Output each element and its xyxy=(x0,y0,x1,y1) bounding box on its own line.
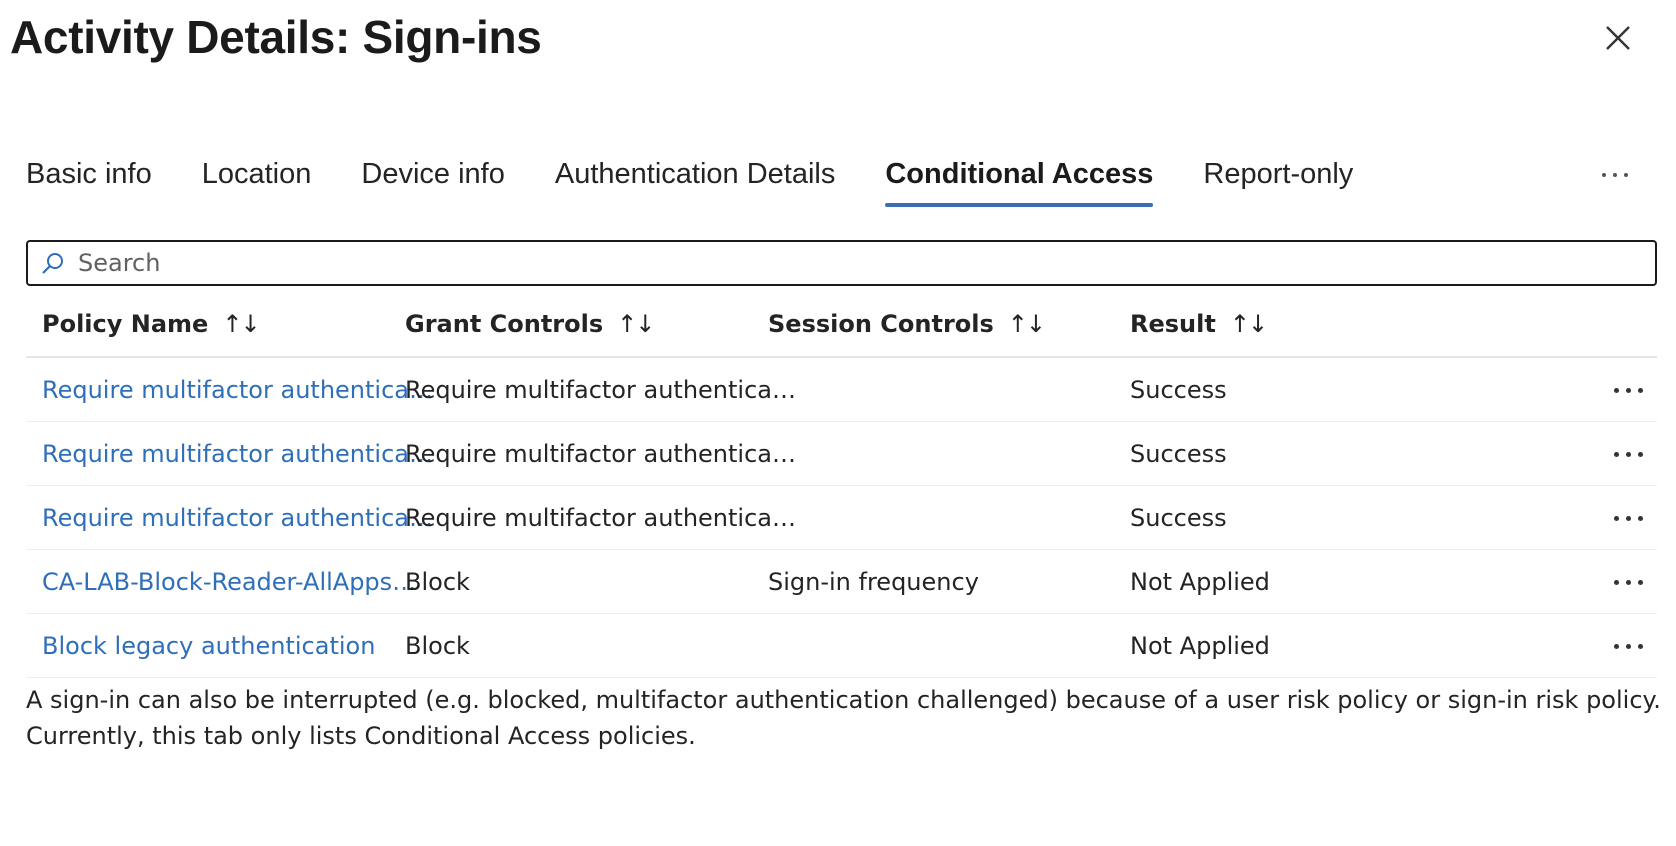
info-note-line-1: A sign-in can also be interrupted (e.g. blocked, multifactor authentication challenged) because of a user risk policy or sign-in risk policy. xyxy=(26,686,1661,714)
tab-conditional-access[interactable]: Conditional Access xyxy=(885,158,1153,207)
policy-table xyxy=(26,292,1657,678)
info-note xyxy=(26,682,1666,754)
close-button[interactable] xyxy=(1600,20,1636,56)
column-header-session-controls[interactable]: Session Controls ↑↓ xyxy=(752,292,1114,357)
page-title: Activity Details: Sign-ins xyxy=(10,11,542,63)
info-note-line-2: Currently, this tab only lists Conditional Access policies. xyxy=(26,722,696,750)
row-more-button[interactable] xyxy=(1614,388,1643,393)
policy-name-link[interactable]: Require multifactor authentica… xyxy=(26,422,389,486)
table-row[interactable] xyxy=(26,614,1657,678)
column-header-grant-controls[interactable]: Grant Controls ↑↓ xyxy=(389,292,752,357)
grant-controls-cell: Require multifactor authentica… xyxy=(389,357,752,422)
result-cell: Success xyxy=(1114,357,1476,422)
search-input[interactable] xyxy=(76,248,1580,278)
grant-controls-cell: Require multifactor authentica… xyxy=(389,486,752,550)
table-row[interactable] xyxy=(26,550,1657,614)
more-icon xyxy=(1602,173,1628,177)
row-more-button[interactable] xyxy=(1614,580,1643,585)
grant-controls-cell: Require multifactor authentica… xyxy=(389,422,752,486)
column-header-policy-name[interactable]: Policy Name ↑↓ xyxy=(26,292,389,357)
session-controls-cell xyxy=(752,486,1114,550)
tab-basic-info[interactable]: Basic info xyxy=(26,158,152,190)
result-cell: Not Applied xyxy=(1114,614,1476,678)
tab-device-info[interactable]: Device info xyxy=(361,158,505,190)
tab-authentication-details[interactable]: Authentication Details xyxy=(554,158,836,190)
row-more-button[interactable] xyxy=(1614,644,1643,649)
sort-icon[interactable]: ↑↓ xyxy=(617,310,654,338)
table-row[interactable] xyxy=(26,422,1657,486)
result-cell: Success xyxy=(1114,486,1476,550)
search-icon xyxy=(38,248,68,278)
grant-controls-cell: Block xyxy=(389,550,752,614)
search-box xyxy=(26,240,1657,286)
table-row[interactable] xyxy=(26,357,1657,422)
tab-report-only[interactable]: Report-only xyxy=(1203,158,1354,190)
policy-name-link[interactable]: CA-LAB-Block-Reader-AllApps… xyxy=(26,550,389,614)
column-header-result[interactable]: Result ↑↓ xyxy=(1114,292,1476,357)
session-controls-cell xyxy=(752,614,1114,678)
row-more-button[interactable] xyxy=(1614,452,1643,457)
tab-bar xyxy=(26,158,1403,218)
session-controls-cell xyxy=(752,357,1114,422)
result-cell: Not Applied xyxy=(1114,550,1476,614)
close-icon xyxy=(1604,24,1632,52)
policy-name-link[interactable]: Require multifactor authentica… xyxy=(26,357,389,422)
table-row[interactable] xyxy=(26,486,1657,550)
column-header-actions xyxy=(1476,292,1657,357)
result-cell: Success xyxy=(1114,422,1476,486)
policy-name-link[interactable]: Block legacy authentication xyxy=(26,614,389,678)
row-more-button[interactable] xyxy=(1614,516,1643,521)
sort-icon[interactable]: ↑↓ xyxy=(1007,310,1045,338)
sort-icon[interactable]: ↑↓ xyxy=(1229,310,1267,338)
session-controls-cell: Sign-in frequency xyxy=(752,550,1114,614)
more-tabs-button[interactable] xyxy=(1590,160,1640,190)
table-header-row xyxy=(26,292,1657,357)
sort-icon[interactable]: ↑↓ xyxy=(222,310,259,338)
policy-name-link[interactable]: Require multifactor authentica… xyxy=(26,486,389,550)
tab-location[interactable]: Location xyxy=(201,158,312,190)
grant-controls-cell: Block xyxy=(389,614,752,678)
session-controls-cell xyxy=(752,422,1114,486)
